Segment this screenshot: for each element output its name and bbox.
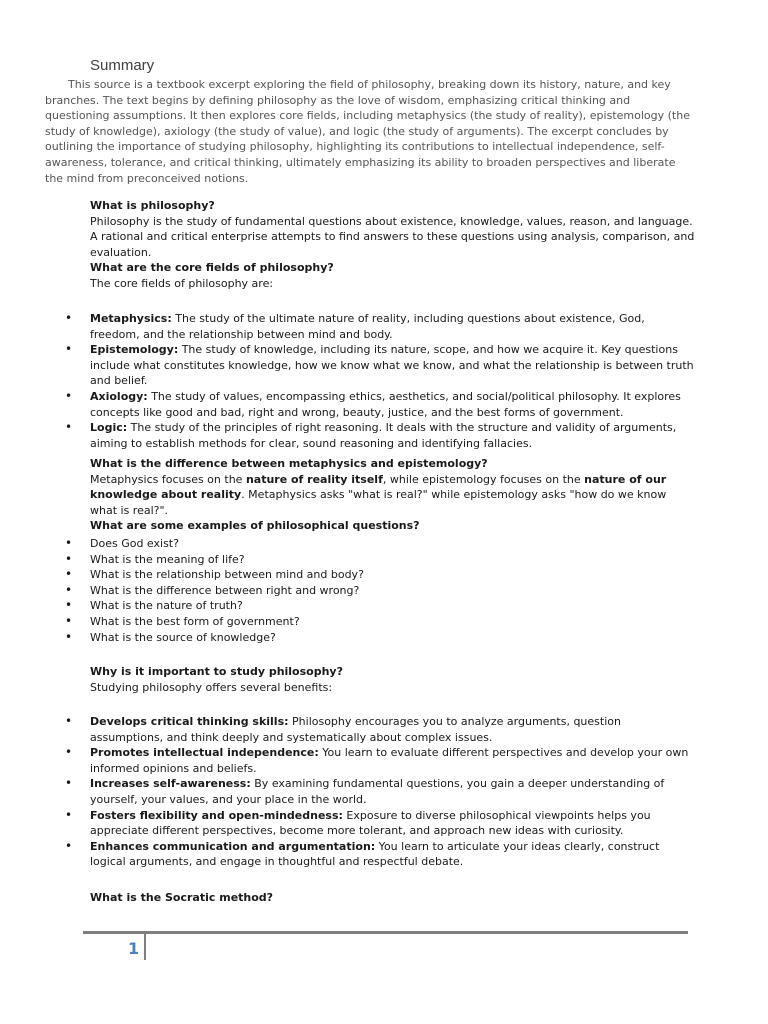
list-item-term: Fosters flexibility and open-mindedness: [90, 808, 343, 822]
list-item-text: The study of the ultimate nature of reality, including questions about existence, God, freedom, and the relationship between mind and body. [90, 312, 645, 341]
list-item [90, 714, 695, 745]
summary-text: This source is a textbook excerpt exploring the field of philosophy, breaking down its history, nature, and key branches. The text begins by defining philosophy as the love of wisdom, emphasizing critical thinking and questioning assumptions. It then explores core fields, including metaphysics (the study of reality), epistemology (the study of knowledge), axiology (the study of value), and logic (the study of arguments). The excerpt concludes by outlining the importance of studying philosophy, highlighting its contributions to intellectual independence, self-awareness, tolerance, and critical thinking, ultimately emphasizing its ability to broaden perspectives and liberate the mind from preconceived notions. [45, 78, 690, 185]
list-item [90, 420, 695, 451]
list-item-text: The study of knowledge, including its nature, scope, and how we acquire it. Key questions include what constitutes knowledge, how we know what we know, and what the relationship is between truth and belief. [90, 343, 694, 388]
list-item-term: Epistemology: [90, 343, 179, 357]
question-heading: What are the core fields of philosophy? [90, 261, 334, 275]
question-heading: What are some examples of philosophical questions? [90, 519, 420, 533]
list-item: • What is the difference between right and wrong? [90, 583, 695, 599]
list-item [90, 776, 695, 807]
list-item-text: You learn to articulate your ideas clearly, construct logical arguments, and engage in thoughtful and respectful debate. [90, 839, 660, 869]
page-number-divider [144, 934, 146, 960]
emphasis-text: nature of our knowledge about reality [90, 472, 667, 502]
examples-list [90, 536, 695, 645]
list-item: • What is the best form of government? [90, 614, 695, 630]
answer-text: The core fields of philosophy are: [90, 276, 274, 290]
list-item-text: Philosophy encourages you to analyze arguments, question assumptions, and think deeply and systematically about complex issues. [90, 715, 621, 744]
list-item-term: Develops critical thinking skills: [90, 715, 289, 728]
list-item [90, 389, 695, 420]
list-item-text: The study of values, encompassing ethics, aesthetics, and social/political philosophy. It explores concepts like good and bad, right and wrong, beauty, justice, and the best forms of government. [90, 389, 681, 419]
list-item: • What is the meaning of life? [90, 552, 695, 568]
list-item [90, 311, 695, 342]
importance-section [90, 664, 695, 695]
core-fields-list [90, 311, 695, 451]
list-item [90, 745, 695, 776]
list-item [90, 839, 695, 870]
list-item-term: Promotes intellectual independence: [90, 746, 319, 760]
question-heading: Why is it important to study philosophy? [90, 665, 343, 678]
question-heading: What is philosophy? [90, 199, 215, 212]
socratic-section [90, 890, 695, 906]
list-item: • What is the relationship between mind and body? [90, 567, 695, 583]
footer-divider [83, 931, 688, 934]
answer-text: Studying philosophy offers several benefits: [90, 680, 333, 694]
list-item-term: Logic: [90, 421, 128, 435]
list-item-term: Increases self-awareness: [90, 777, 251, 791]
question-heading: What is the difference between metaphysics and epistemology? [90, 457, 488, 470]
question-heading: What is the Socratic method? [90, 891, 274, 904]
list-item: • What is the nature of truth? [90, 598, 695, 614]
list-item-text: Exposure to diverse philosophical viewpoints helps you appreciate different perspectives, become more tolerant, and approach new ideas with curiosity. [90, 808, 651, 838]
list-item: • What is the source of knowledge? [90, 630, 695, 646]
list-item [90, 808, 695, 839]
difference-section [90, 456, 695, 534]
emphasis-text: nature of reality itself [245, 472, 383, 486]
answer-text: Philosophy is the study of fundamental questions about existence, knowledge, values, reason, and language. A rational and critical enterprise attempts to find answers to these questions using analysis, comparison, and evaluation. [90, 214, 695, 259]
what-is-philosophy-section [90, 198, 695, 292]
page-number: 1 [128, 939, 140, 958]
list-item-text: The study of the principles of right reasoning. It deals with the structure and validity of arguments, aiming to establish methods for clear, sound reasoning and identifying fallacies. [90, 421, 677, 450]
list-item-text: You learn to evaluate different perspectives and develop your own informed opinions and beliefs. [90, 746, 689, 775]
list-item: • Does God exist? [90, 536, 695, 552]
benefits-list [90, 714, 695, 870]
summary-title: Summary [90, 57, 155, 74]
list-item-term: Axiology: [90, 389, 148, 403]
answer-text: Metaphysics focuses on the nature of reality itself, while epistemology focuses on the nature of our knowledge about reality. Metaphysics asks "what is real?" while epistemology asks "how do we know what is real?". [90, 472, 667, 517]
list-item [90, 342, 695, 389]
list-item-term: Enhances communication and argumentation: [90, 839, 376, 853]
list-item-text: By examining fundamental questions, you gain a deeper understanding of yourself, your values, and your place in the world. [90, 777, 665, 806]
list-item-term: Metaphysics: [90, 312, 172, 325]
